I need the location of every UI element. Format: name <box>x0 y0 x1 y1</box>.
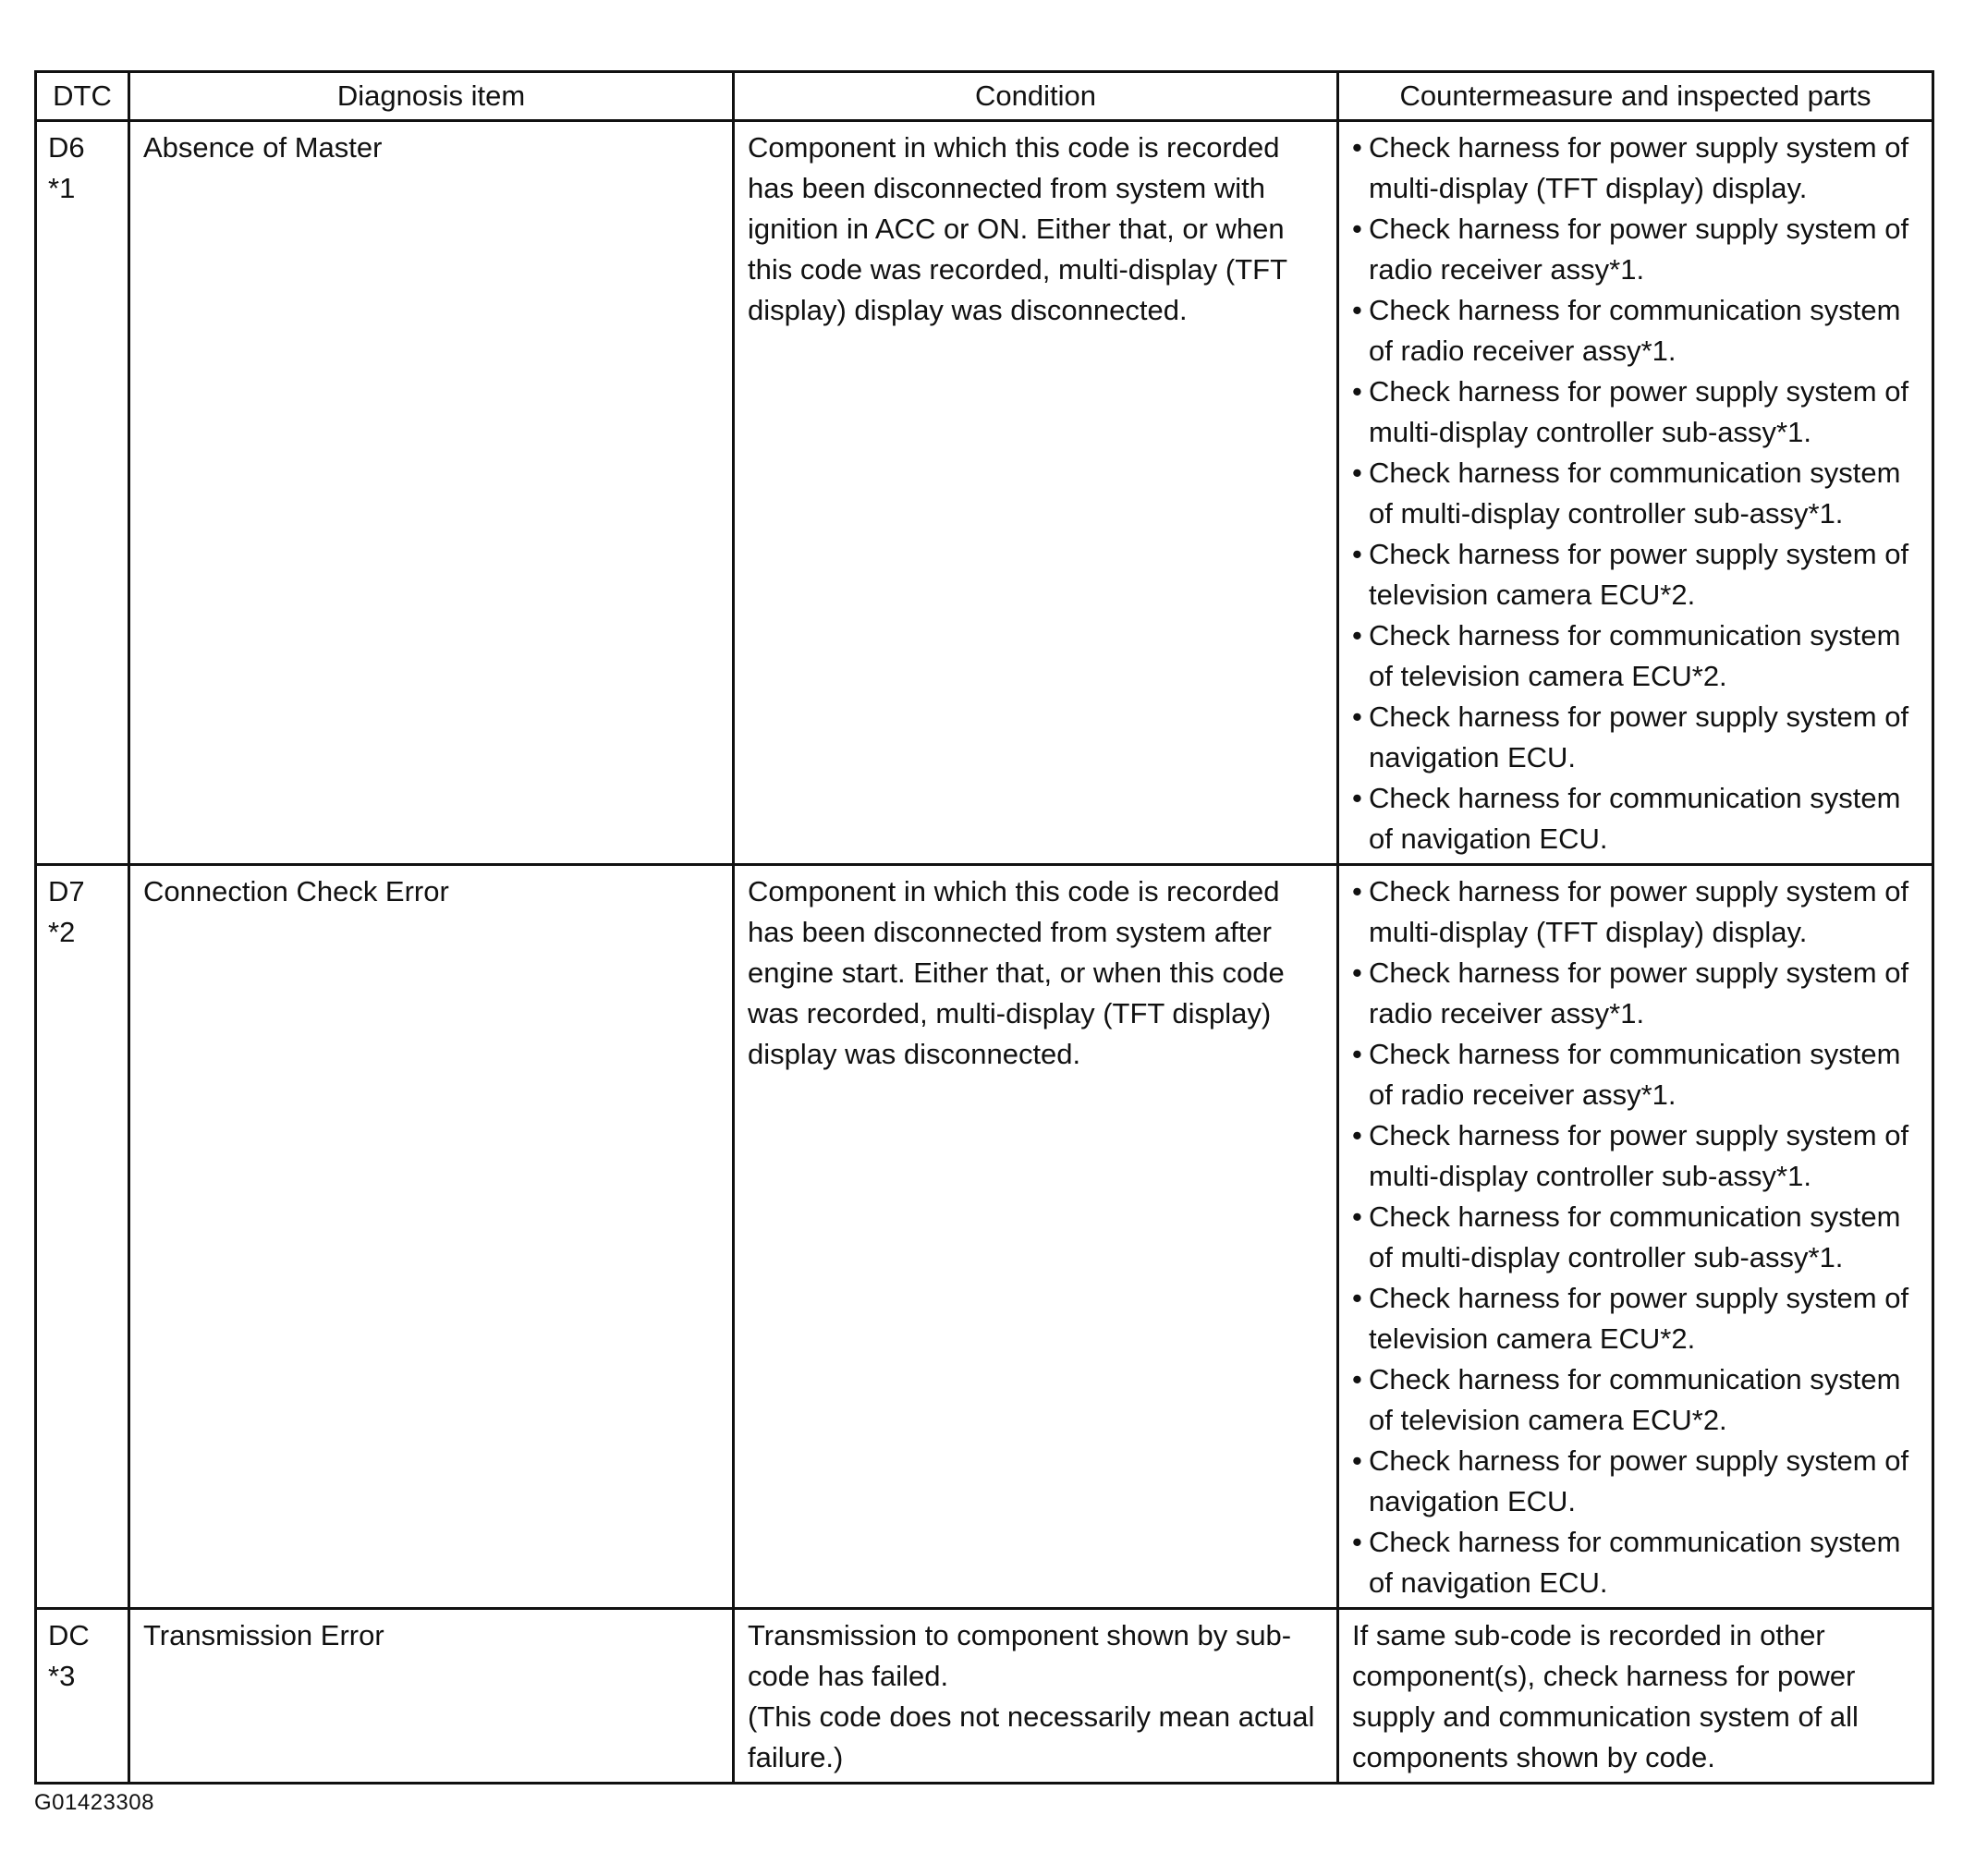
dtc-note: *2 <box>48 916 76 948</box>
list-item: • Check harness for power supply system of multi-display controller sub-assy*1. <box>1352 372 1919 453</box>
countermeasure-list <box>1352 871 1919 1603</box>
condition-text: Transmission to component shown by sub-code has failed. <box>748 1619 1292 1692</box>
dtc-code-cell <box>36 1609 129 1784</box>
countermeasure-list <box>1352 128 1919 859</box>
countermeasure-cell: If same sub-code is recorded in other component(s), check harness for power supply and communication system of all components shown by code. <box>1338 1609 1933 1784</box>
table-row <box>36 121 1933 865</box>
figure-id: G01423308 <box>34 1790 154 1815</box>
dtc-note: *1 <box>48 172 76 204</box>
condition-cell: Component in which this code is recorded has been disconnected from system with ignition in ACC or ON. Either that, or when this code was recorded, multi-display (TFT display) display was disconnected. <box>734 121 1338 865</box>
header-diagnosis-item: Diagnosis item <box>129 72 734 121</box>
list-item: • Check harness for power supply system of navigation ECU. <box>1352 1441 1919 1522</box>
diagnosis-item-cell: Absence of Master <box>129 121 734 865</box>
header-row <box>36 72 1933 121</box>
dtc-code: D6 <box>48 131 85 164</box>
diagnosis-item-cell: Connection Check Error <box>129 865 734 1609</box>
condition-cell: Component in which this code is recorded has been disconnected from system after engine start. Either that, or when this code was recorded, multi-display (TFT display) display was disconnected. <box>734 865 1338 1609</box>
list-item: • Check harness for communication system of television camera ECU*2. <box>1352 615 1919 697</box>
condition-cell <box>734 1609 1338 1784</box>
list-item: • Check harness for communication system of multi-display controller sub-assy*1. <box>1352 1197 1919 1278</box>
dtc-code-cell <box>36 121 129 865</box>
list-item: • Check harness for communication system of television camera ECU*2. <box>1352 1359 1919 1441</box>
list-item: • Check harness for communication system of radio receiver assy*1. <box>1352 1034 1919 1115</box>
dtc-code: D7 <box>48 875 85 908</box>
countermeasure-cell <box>1338 865 1933 1609</box>
list-item: • Check harness for power supply system of radio receiver assy*1. <box>1352 953 1919 1034</box>
list-item: • Check harness for communication system of multi-display controller sub-assy*1. <box>1352 453 1919 534</box>
header-dtc: DTC <box>36 72 129 121</box>
list-item: • Check harness for communication system of navigation ECU. <box>1352 778 1919 859</box>
list-item: • Check harness for power supply system of television camera ECU*2. <box>1352 534 1919 615</box>
condition-note: (This code does not necessarily mean actual failure.) <box>748 1700 1315 1773</box>
diagnosis-item-cell: Transmission Error <box>129 1609 734 1784</box>
list-item: • Check harness for communication system of radio receiver assy*1. <box>1352 290 1919 372</box>
dtc-note: *3 <box>48 1660 76 1692</box>
list-item: • Check harness for power supply system of television camera ECU*2. <box>1352 1278 1919 1359</box>
list-item: • Check harness for power supply system of multi-display (TFT display) display. <box>1352 128 1919 209</box>
list-item: • Check harness for communication system of navigation ECU. <box>1352 1522 1919 1603</box>
header-countermeasure: Countermeasure and inspected parts <box>1338 72 1933 121</box>
countermeasure-cell <box>1338 121 1933 865</box>
dtc-table <box>34 70 1934 1785</box>
table-row <box>36 865 1933 1609</box>
list-item: • Check harness for power supply system of multi-display (TFT display) display. <box>1352 871 1919 953</box>
table-row <box>36 1609 1933 1784</box>
list-item: • Check harness for power supply system of multi-display controller sub-assy*1. <box>1352 1115 1919 1197</box>
list-item: • Check harness for power supply system of navigation ECU. <box>1352 697 1919 778</box>
dtc-code-cell <box>36 865 129 1609</box>
header-condition: Condition <box>734 72 1338 121</box>
list-item: • Check harness for power supply system of radio receiver assy*1. <box>1352 209 1919 290</box>
dtc-code: DC <box>48 1619 90 1651</box>
